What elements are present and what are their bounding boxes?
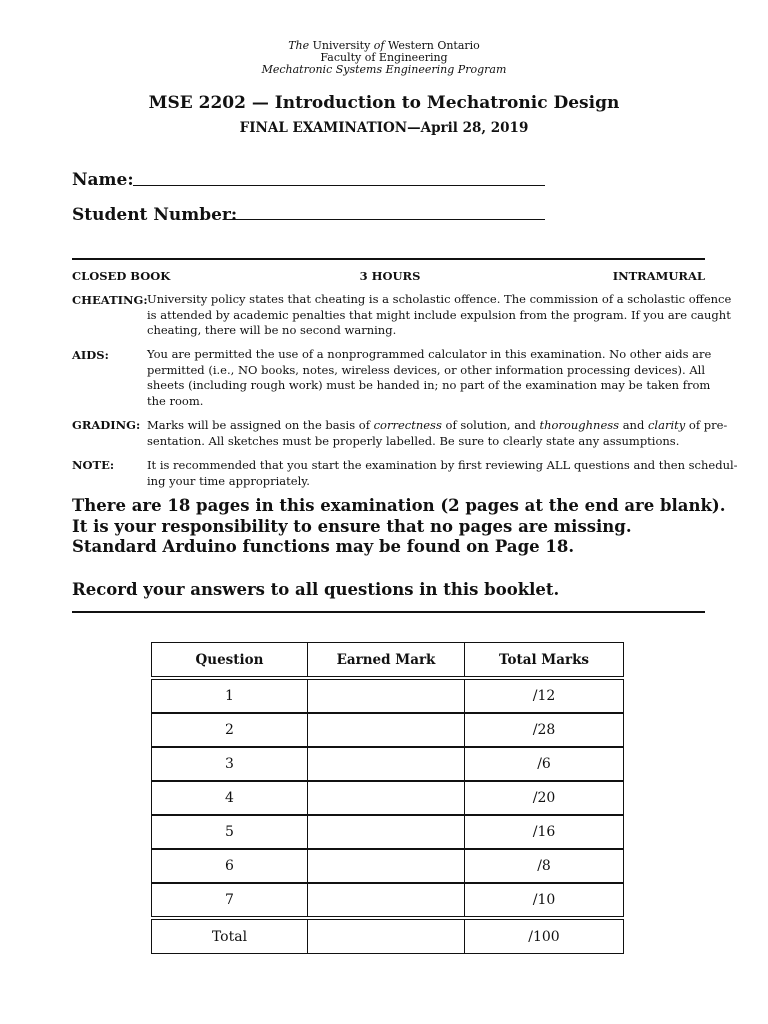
grading-emphasis: correctness — [373, 418, 442, 432]
table-total-row — [151, 919, 624, 954]
university-post: Western Ontario — [387, 39, 480, 52]
student-number-field[interactable] — [228, 219, 545, 220]
intramural-label: INTRAMURAL — [612, 269, 705, 283]
earned-mark-cell[interactable] — [308, 748, 465, 780]
earned-mark-cell[interactable] — [308, 782, 465, 814]
question-number: 1 — [152, 680, 308, 712]
name-field[interactable] — [133, 185, 545, 186]
grading-line — [147, 418, 728, 434]
cheating-line: is attended by academic penalties that might include expulsion from the program. If you are caught — [147, 307, 731, 322]
total-marks-cell: /6 — [537, 756, 551, 772]
table-row — [151, 883, 624, 917]
question-number: 4 — [152, 782, 308, 814]
total-marks-cell: /8 — [537, 858, 551, 874]
total-marks-cell: /12 — [532, 688, 556, 704]
closed-book-label: CLOSED BOOK — [72, 269, 171, 283]
note-line: ing your time appropriately. — [147, 473, 310, 488]
aids-label: AIDS: — [72, 348, 109, 362]
student-number-label: Student Number: — [72, 205, 238, 225]
grand-total-marks: /100 — [528, 928, 560, 945]
question-number: 3 — [152, 748, 308, 780]
faculty-name: Faculty of Engineering — [320, 51, 448, 64]
question-number: 2 — [152, 714, 308, 746]
total-marks-cell: /20 — [532, 790, 556, 806]
cheating-line: University policy states that cheating is a scholastic offence. The commission of a scholastic offence — [147, 292, 732, 306]
university-of: of — [373, 39, 385, 52]
page-count-notices — [72, 496, 725, 558]
grading-line: sentation. All sketches must be properly labelled. Be sure to clearly state any assumptions. — [147, 433, 680, 448]
duration-label: 3 HOURS — [359, 269, 421, 283]
total-marks-cell: /10 — [532, 892, 556, 908]
name-label: Name: — [72, 170, 134, 190]
grading-text — [147, 418, 728, 449]
table-header-row — [151, 642, 624, 677]
notice-line: Standard Arduino functions may be found on Page 18. — [72, 537, 575, 556]
grading-text-part: Marks will be assigned on the basis of — [147, 418, 374, 432]
grading-emphasis: clarity — [647, 418, 686, 432]
course-title: MSE 2202 — Introduction to Mechatronic Design — [148, 93, 620, 113]
aids-line: You are permitted the use of a nonprogrammed calculator in this examination. No other aids are — [147, 347, 712, 361]
note-text — [147, 458, 738, 489]
table-row — [151, 849, 624, 883]
total-marks-cell: /28 — [532, 722, 556, 738]
earned-mark-cell[interactable] — [308, 714, 465, 746]
table-row — [151, 679, 624, 713]
question-number: 6 — [152, 850, 308, 882]
grading-label: GRADING: — [72, 418, 141, 432]
earned-mark-cell[interactable] — [308, 850, 465, 882]
earned-mark-cell[interactable] — [308, 680, 465, 712]
question-number: 5 — [152, 816, 308, 848]
aids-line: permitted (i.e., NO books, notes, wireless devices, or other information processing devices). All — [147, 362, 705, 377]
cheating-label: CHEATING: — [72, 293, 148, 307]
table-row — [151, 713, 624, 747]
notice-line: There are 18 pages in this examination (2 pages at the end are blank). — [72, 496, 726, 515]
cheating-line: cheating, there will be no second warning. — [147, 323, 397, 337]
record-instruction: Record your answers to all questions in this booklet. — [72, 580, 560, 599]
bottom-divider — [72, 611, 705, 613]
aids-text — [147, 347, 712, 409]
table-row — [151, 781, 624, 815]
earned-mark-cell[interactable] — [308, 884, 465, 916]
header-earned-mark: Earned Mark — [308, 643, 465, 676]
notice-line: It is your responsibility to ensure that no pages are missing. — [72, 516, 632, 536]
grading-text-part: of pre- — [685, 418, 728, 432]
grading-emphasis: thoroughness — [539, 418, 620, 432]
university-pre: University — [312, 39, 371, 52]
total-label: Total — [152, 920, 308, 953]
top-divider — [72, 258, 705, 260]
total-marks-cell: /16 — [532, 824, 556, 840]
earned-total-cell[interactable] — [308, 920, 465, 953]
program-name: Mechatronic Systems Engineering Program — [261, 63, 507, 76]
table-row — [151, 815, 624, 849]
grading-text-part: of solution, and — [441, 418, 540, 432]
table-row — [151, 747, 624, 781]
header-total-marks: Total Marks — [498, 651, 590, 668]
earned-mark-cell[interactable] — [308, 816, 465, 848]
aids-line: sheets (including rough work) must be handed in; no part of the examination may be taken from — [147, 378, 711, 392]
exam-subtitle: FINAL EXAMINATION—April 28, 2019 — [239, 120, 529, 136]
university-the: The — [288, 39, 310, 52]
question-number: 7 — [152, 884, 308, 916]
note-label: NOTE: — [72, 458, 115, 472]
note-line: It is recommended that you start the examination by first reviewing ALL questions and then schedul- — [147, 458, 738, 472]
aids-line: the room. — [147, 393, 204, 408]
header-question: Question — [152, 643, 308, 676]
cheating-text — [147, 292, 732, 339]
grading-text-part: and — [619, 418, 648, 432]
